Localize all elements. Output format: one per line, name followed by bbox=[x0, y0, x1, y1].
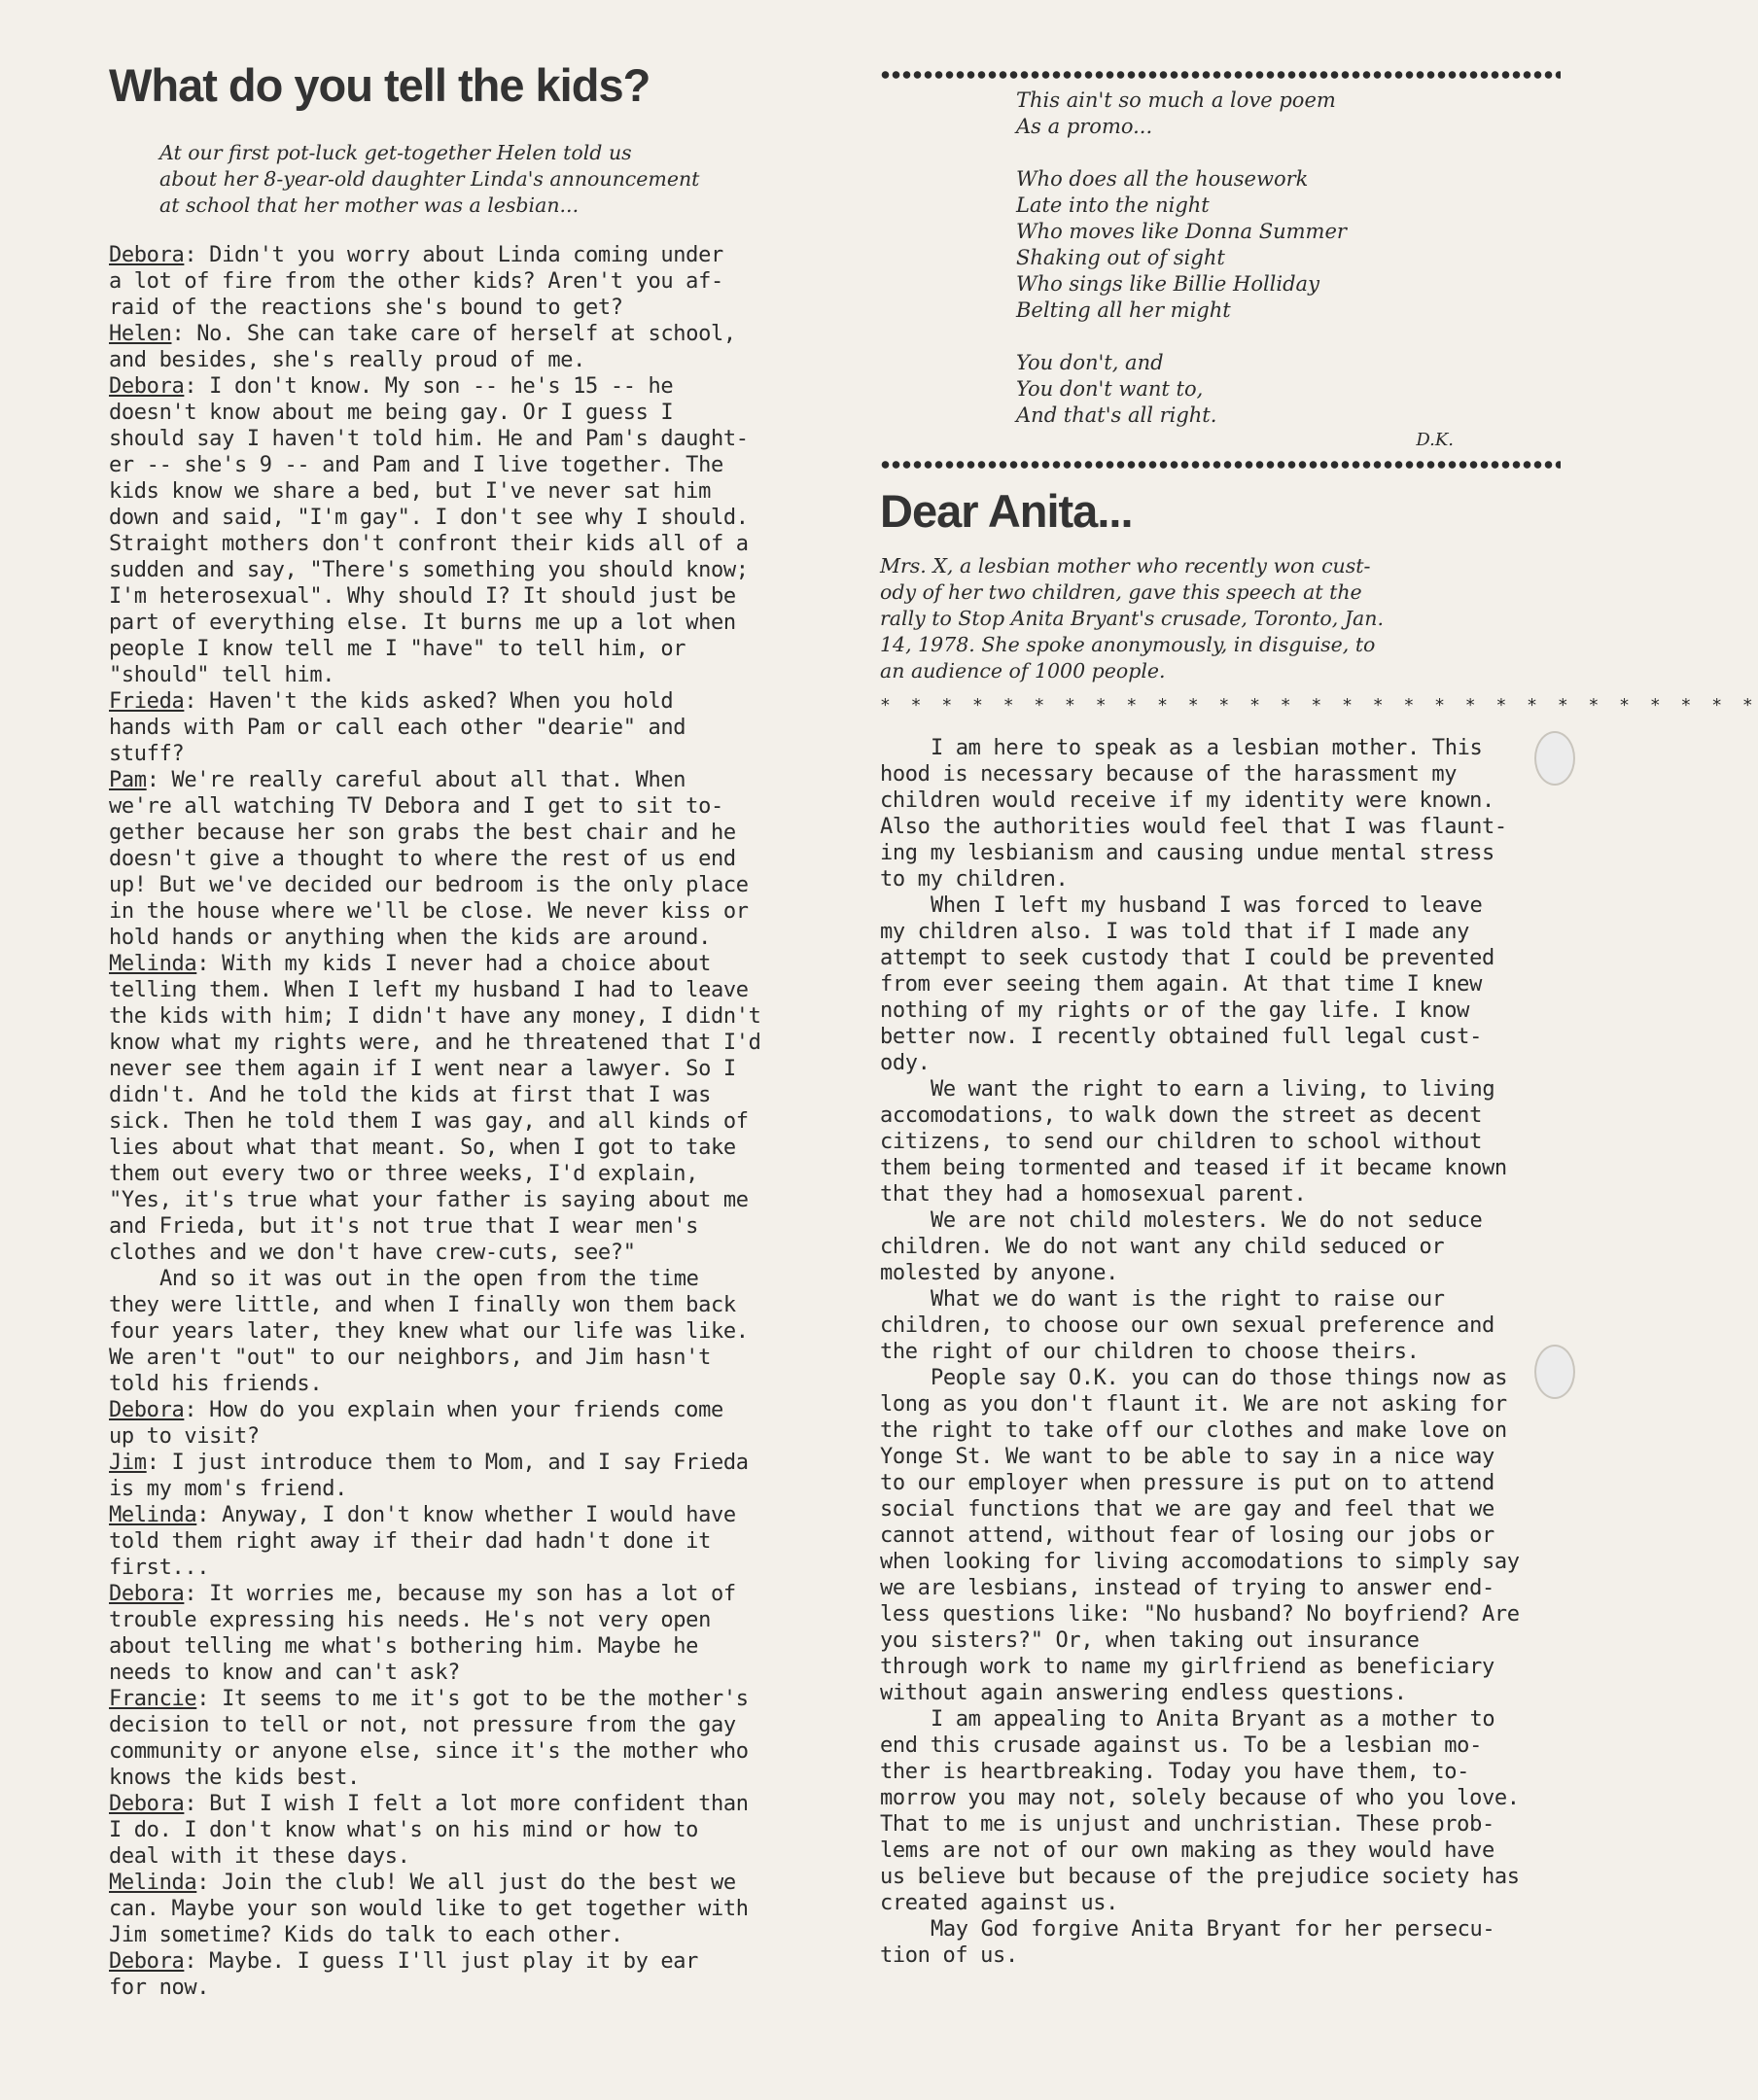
speaker-name: Debora bbox=[109, 1398, 185, 1422]
speaker-name: Debora bbox=[109, 1582, 185, 1606]
dialogue-line: hands with Pam or call each other "dearie" and bbox=[109, 716, 686, 740]
dialogue-turn bbox=[109, 688, 801, 767]
dialogue-line: Pam: We're really careful about all that. When bbox=[109, 768, 686, 792]
speech-line: Yonge St. We want to be able to say in a nice way bbox=[880, 1445, 1494, 1469]
dialogue-turn bbox=[109, 767, 801, 951]
dialogue-turn bbox=[109, 1266, 801, 1397]
speech-line: People say O.K. you can do those things now as bbox=[931, 1366, 1508, 1390]
dialogue-line: and besides, she's really proud of me. bbox=[109, 348, 586, 372]
dialogue-line: Jim: I just introduce them to Mom, and I say Frieda bbox=[109, 1451, 749, 1475]
dialogue-turn bbox=[109, 1686, 801, 1791]
dialogue-line: And so it was out in the open from the time bbox=[159, 1267, 699, 1291]
dialogue-turn bbox=[109, 1450, 801, 1502]
speech-intro-line: Mrs. X, a lesbian mother who recently won cust- bbox=[880, 554, 1371, 578]
speech-line: ody. bbox=[880, 1051, 931, 1075]
dialogue-line: Debora: Maybe. I guess I'll just play it by ear bbox=[109, 1949, 699, 1974]
dialogue-text: How do you explain when your friends come bbox=[209, 1398, 723, 1422]
dialogue-turn bbox=[109, 1502, 801, 1581]
dialogue-text: Didn't you worry about Linda coming under bbox=[209, 243, 723, 267]
speech-intro-line: rally to Stop Anita Bryant's crusade, Toronto, Jan. bbox=[880, 607, 1384, 630]
dialogue-line: Debora: But I wish I felt a lot more confident than bbox=[109, 1792, 749, 1816]
speech-line: less questions like: "No husband? No boyfriend? Are bbox=[880, 1602, 1520, 1627]
speech-line: created against us. bbox=[880, 1891, 1119, 1915]
dialogue-line: Debora: How do you explain when your friends come bbox=[109, 1398, 723, 1422]
dialogue-line: people I know tell me I "have" to tell him, or bbox=[109, 637, 686, 661]
dialogue-line: Francie: It seems to me it's got to be the mother's bbox=[109, 1687, 749, 1711]
speech-intro-line: 14, 1978. She spoke anonymously, in disguise, to bbox=[880, 633, 1376, 656]
dialogue-line: told his friends. bbox=[109, 1372, 323, 1396]
speech-line: children, to choose our own sexual preference and bbox=[880, 1313, 1494, 1338]
speech-line: from ever seeing them again. At that time I knew bbox=[880, 972, 1482, 997]
speech-line: long as you don't flaunt it. We are not asking for bbox=[880, 1392, 1507, 1417]
dialogue-line: stuff? bbox=[109, 742, 185, 766]
dialogue-line: needs to know and can't ask? bbox=[109, 1661, 461, 1685]
dialogue-line: told them right away if their dad hadn't done it bbox=[109, 1529, 711, 1554]
dialogue-turn bbox=[109, 321, 801, 373]
dialogue-text: No. She can take care of herself at school, bbox=[196, 322, 736, 346]
dialogue-line: part of everything else. It burns me up a lot when bbox=[109, 611, 736, 635]
dialogue-line: the kids with him; I didn't have any money, I didn't bbox=[109, 1004, 761, 1029]
dialogue-text: Maybe. I guess I'll just play it by ear bbox=[209, 1949, 699, 1974]
speech-paragraph bbox=[880, 1365, 1561, 1706]
speech-intro-line: an audience of 1000 people. bbox=[880, 659, 1166, 682]
speech-line: cannot attend, without fear of losing our jobs or bbox=[880, 1523, 1494, 1548]
dialogue-line: about telling me what's bothering him. Maybe he bbox=[109, 1634, 699, 1659]
dialogue-line: Debora: I don't know. My son -- he's 15 -- he bbox=[109, 374, 674, 399]
speech-line: hood is necessary because of the harassment my bbox=[880, 762, 1458, 787]
dialogue-text: Haven't the kids asked? When you hold bbox=[209, 689, 674, 714]
dialogue-line: hold hands or anything when the kids are around. bbox=[109, 926, 711, 950]
poem-signature: D.K. bbox=[1416, 430, 1454, 450]
dialogue-line: Helen: No. She can take care of herself at school, bbox=[109, 322, 736, 346]
dialogue-line: Melinda: Anyway, I don't know whether I would have bbox=[109, 1503, 736, 1527]
dialogue-line: Frieda: Haven't the kids asked? When you hold bbox=[109, 689, 674, 714]
dialogue-line: doesn't know about me being gay. Or I guess I bbox=[109, 401, 674, 425]
dialogue-line: up! But we've decided our bedroom is the only place bbox=[109, 873, 749, 897]
speech-line: better now. I recently obtained full legal cust- bbox=[880, 1025, 1482, 1049]
dialogue-line: should say I haven't told him. He and Pam's daught- bbox=[109, 427, 749, 451]
dialogue-turn bbox=[109, 1397, 801, 1450]
speech-line: citizens, to send our children to school without bbox=[880, 1130, 1482, 1154]
speech-paragraph bbox=[880, 1076, 1561, 1208]
speaker-name: Pam bbox=[109, 768, 147, 792]
poem-line: Who does all the housework bbox=[1016, 167, 1309, 191]
dialogue-line: in the house where we'll be close. We never kiss or bbox=[109, 899, 749, 924]
dialogue-line: I do. I don't know what's on his mind or how to bbox=[109, 1818, 699, 1842]
poem-line: Belting all her might bbox=[1016, 298, 1231, 322]
speech-line: morrow you may not, solely because of who you love. bbox=[880, 1786, 1520, 1810]
speech-line: We are not child molesters. We do not seduce bbox=[931, 1208, 1483, 1233]
dialogue-line: We aren't "out" to our neighbors, and Jim hasn't bbox=[109, 1346, 711, 1370]
dialogue-line: didn't. And he told the kids at first that I was bbox=[109, 1083, 711, 1107]
dialogue-line: is my mom's friend. bbox=[109, 1477, 348, 1501]
poem-line: And that's all right. bbox=[1016, 403, 1217, 427]
speaker-name: Melinda bbox=[109, 952, 197, 976]
dialogue-line: down and said, "I'm gay". I don't see why I should. bbox=[109, 506, 749, 530]
dialogue-text: Join the club! We all just do the best we bbox=[222, 1871, 736, 1895]
dialogue-text: It worries me, because my son has a lot of bbox=[209, 1582, 736, 1606]
dialogue-line: deal with it these days. bbox=[109, 1844, 410, 1869]
dialogue-line: decision to tell or not, not pressure from the gay bbox=[109, 1713, 736, 1737]
dialogue-text: But I wish I felt a lot more confident than bbox=[209, 1792, 749, 1816]
speech-intro bbox=[880, 553, 1561, 684]
speaker-name: Melinda bbox=[109, 1503, 197, 1527]
dialogue-line: doesn't give a thought to where the rest of us end bbox=[109, 847, 736, 871]
speech-line: tion of us. bbox=[880, 1943, 1018, 1968]
speech-intro-line: ody of her two children, gave this speech at the bbox=[880, 580, 1362, 604]
dialogue-line: sudden and say, "There's something you should know; bbox=[109, 558, 749, 582]
dialogue-turn bbox=[109, 1791, 801, 1870]
speech-line: What we do want is the right to raise our bbox=[931, 1287, 1445, 1312]
poem-line: Late into the night bbox=[1016, 193, 1210, 217]
intro-line: about her 8-year-old daughter Linda's announcement bbox=[159, 167, 700, 191]
dialogue-transcript bbox=[109, 242, 801, 2001]
dialogue-line: a lot of fire from the other kids? Aren't you af- bbox=[109, 269, 723, 294]
article-intro bbox=[159, 140, 801, 219]
poem-line: You don't want to, bbox=[1016, 377, 1204, 401]
dialogue-line: lies about what that meant. So, when I got to take bbox=[109, 1136, 736, 1160]
dialogue-line: raid of the reactions she's bound to get? bbox=[109, 296, 623, 320]
speech-line: that they had a homosexual parent. bbox=[880, 1182, 1307, 1207]
speech-headline: Dear Anita... bbox=[880, 485, 1133, 537]
dialogue-line: four years later, they knew what our life was like. bbox=[109, 1319, 749, 1344]
speech-line: We want the right to earn a living, to living bbox=[931, 1077, 1495, 1102]
dialogue-line: can. Maybe your son would like to get together with bbox=[109, 1897, 749, 1921]
speaker-name: Debora bbox=[109, 243, 185, 267]
dialogue-line: knows the kids best. bbox=[109, 1766, 360, 1790]
dialogue-turn bbox=[109, 1581, 801, 1686]
dialogue-line: gether because her son grabs the best chair and he bbox=[109, 821, 736, 845]
speech-text bbox=[880, 735, 1561, 1969]
speaker-name: Frieda bbox=[109, 689, 185, 714]
speech-paragraph bbox=[880, 1208, 1561, 1286]
speech-line: That to me is unjust and unchristian. These prob- bbox=[880, 1812, 1494, 1837]
dialogue-line: er -- she's 9 -- and Pam and I live together. The bbox=[109, 453, 723, 477]
speech-line: through work to name my girlfriend as beneficiary bbox=[880, 1655, 1494, 1679]
speech-paragraph bbox=[880, 1286, 1561, 1365]
dialogue-turn bbox=[109, 1870, 801, 1948]
dialogue-line: Melinda: Join the club! We all just do the best we bbox=[109, 1871, 736, 1895]
dialogue-line: they were little, and when I finally won them back bbox=[109, 1293, 736, 1317]
poem-stanza-break bbox=[1016, 324, 1561, 350]
diamond-divider-bottom bbox=[880, 458, 1561, 472]
speech-line: molested by anyone. bbox=[880, 1261, 1119, 1285]
dialogue-line: first... bbox=[109, 1556, 210, 1580]
dialogue-line: them out every two or three weeks, I'd explain, bbox=[109, 1162, 699, 1186]
dialogue-text: I don't know. My son -- he's 15 -- he bbox=[209, 374, 674, 399]
speech-line: you sisters?" Or, when taking out insurance bbox=[880, 1628, 1420, 1653]
dialogue-line: we're all watching TV Debora and I get to sit to- bbox=[109, 794, 723, 819]
dialogue-turn bbox=[109, 242, 801, 321]
dialogue-line: never see them again if I went near a lawyer. So I bbox=[109, 1057, 736, 1081]
speech-line: lems are not of our own making as they would have bbox=[880, 1838, 1494, 1863]
speech-line: accomodations, to walk down the street as decent bbox=[880, 1103, 1482, 1128]
poem-line: Who moves like Donna Summer bbox=[1016, 220, 1347, 243]
dialogue-text: Anyway, I don't know whether I would have bbox=[222, 1503, 736, 1527]
dialogue-line: Straight mothers don't confront their kids all of a bbox=[109, 532, 749, 556]
speech-line: the right of our children to choose theirs. bbox=[880, 1340, 1420, 1364]
dialogue-line: know what my rights were, and he threatened that I'd bbox=[109, 1031, 761, 1055]
speech-line: children. We do not want any child seduced or bbox=[880, 1235, 1445, 1259]
speech-line: them being tormented and teased if it became known bbox=[880, 1156, 1507, 1180]
dialogue-turn bbox=[109, 1948, 801, 2001]
speaker-name: Jim bbox=[109, 1451, 147, 1475]
speech-line: May God forgive Anita Bryant for her persecu- bbox=[931, 1917, 1495, 1942]
dialogue-line: I'm heterosexual". Why should I? It should just be bbox=[109, 584, 736, 609]
speech-line: us believe but because of the prejudice society has bbox=[880, 1865, 1520, 1889]
speech-line: When I left my husband I was forced to leave bbox=[931, 893, 1483, 918]
speech-line: attempt to seek custody that I could be prevented bbox=[880, 946, 1494, 970]
poem bbox=[1016, 88, 1561, 429]
dialogue-line: Debora: It worries me, because my son has a lot of bbox=[109, 1582, 736, 1606]
dialogue-text: I just introduce them to Mom, and I say Frieda bbox=[171, 1451, 749, 1475]
speaker-name: Francie bbox=[109, 1687, 197, 1711]
speech-paragraph bbox=[880, 1706, 1561, 1916]
dialogue-line: sick. Then he told them I was gay, and all kinds of bbox=[109, 1109, 749, 1134]
poem-line: This ain't so much a love poem bbox=[1016, 88, 1336, 112]
intro-line: At our first pot-luck get-together Helen told us bbox=[159, 141, 632, 164]
speech-line: social functions that we are gay and feel that we bbox=[880, 1497, 1494, 1522]
dialogue-line: "Yes, it's true what your father is saying about me bbox=[109, 1188, 749, 1212]
dialogue-line: trouble expressing his needs. He's not very open bbox=[109, 1608, 711, 1632]
speech-line: Also the authorities would feel that I was flaunt- bbox=[880, 815, 1507, 839]
speech-line: when looking for living accomodations to simply say bbox=[880, 1550, 1520, 1574]
speaker-name: Debora bbox=[109, 1949, 185, 1974]
speech-line: children would receive if my identity were known. bbox=[880, 788, 1494, 813]
speech-line: ther is heartbreaking. Today you have them, to- bbox=[880, 1760, 1470, 1784]
binder-hole-bottom bbox=[1534, 1345, 1575, 1399]
speech-paragraph bbox=[880, 892, 1561, 1076]
speech-line: nothing of my rights or of the gay life. I know bbox=[880, 998, 1470, 1023]
speaker-name: Helen bbox=[109, 322, 172, 346]
dialogue-line: telling them. When I left my husband I had to leave bbox=[109, 978, 749, 1002]
speaker-name: Debora bbox=[109, 1792, 185, 1816]
speech-line: we are lesbians, instead of trying to answer end- bbox=[880, 1576, 1494, 1600]
poem-line: Who sings like Billie Holliday bbox=[1016, 272, 1319, 296]
dialogue-line: Debora: Didn't you worry about Linda coming under bbox=[109, 243, 723, 267]
left-column bbox=[109, 56, 801, 2001]
dialogue-line: clothes and we don't have crew-cuts, see?" bbox=[109, 1241, 636, 1265]
dialogue-text: With my kids I never had a choice about bbox=[222, 952, 711, 976]
speech-paragraph bbox=[880, 735, 1561, 892]
poem-line: You don't, and bbox=[1016, 351, 1164, 374]
dialogue-line: kids know we share a bed, but I've never sat him bbox=[109, 479, 711, 504]
dialogue-line: and Frieda, but it's not true that I wear men's bbox=[109, 1214, 699, 1239]
speech-line: to my children. bbox=[880, 867, 1069, 892]
article-headline: What do you tell the kids? bbox=[109, 59, 650, 111]
speech-line: I am appealing to Anita Bryant as a mother to bbox=[931, 1707, 1495, 1732]
dialogue-line: "should" tell him. bbox=[109, 663, 335, 687]
dialogue-text: It seems to me it's got to be the mother's bbox=[222, 1687, 749, 1711]
speech-line: I am here to speak as a lesbian mother. This bbox=[931, 736, 1483, 760]
speech-line: to our employer when pressure is put on to attend bbox=[880, 1471, 1494, 1495]
speech-line: ing my lesbianism and causing undue mental stress bbox=[880, 841, 1494, 865]
dialogue-line: Melinda: With my kids I never had a choice about bbox=[109, 952, 711, 976]
star-divider: * * * * * * * * * * * * * * * * * * * * * * * * * * * * * bbox=[880, 695, 1758, 716]
poem-line: As a promo... bbox=[1016, 115, 1153, 138]
right-column bbox=[880, 68, 1758, 1969]
poem-stanza-break bbox=[1016, 140, 1561, 166]
dialogue-line: for now. bbox=[109, 1976, 210, 2000]
speaker-name: Debora bbox=[109, 374, 185, 399]
dialogue-turn bbox=[109, 373, 801, 688]
binder-hole-top bbox=[1534, 731, 1575, 786]
poem-line: Shaking out of sight bbox=[1016, 246, 1225, 269]
dialogue-line: community or anyone else, since it's the mother who bbox=[109, 1739, 749, 1764]
speech-line: the right to take off our clothes and make love on bbox=[880, 1418, 1507, 1443]
diamond-divider-top bbox=[880, 68, 1561, 82]
speech-paragraph bbox=[880, 1916, 1561, 1969]
speech-line: without again answering endless questions. bbox=[880, 1681, 1407, 1705]
speaker-name: Melinda bbox=[109, 1871, 197, 1895]
intro-line: at school that her mother was a lesbian... bbox=[159, 193, 580, 217]
speech-line: end this crusade against us. To be a lesbian mo- bbox=[880, 1733, 1482, 1758]
speech-line: my children also. I was told that if I made any bbox=[880, 920, 1470, 944]
dialogue-line: Jim sometime? Kids do talk to each other. bbox=[109, 1923, 623, 1947]
dialogue-line: up to visit? bbox=[109, 1424, 260, 1449]
dialogue-text: We're really careful about all that. When bbox=[171, 768, 686, 792]
dialogue-turn bbox=[109, 951, 801, 1266]
